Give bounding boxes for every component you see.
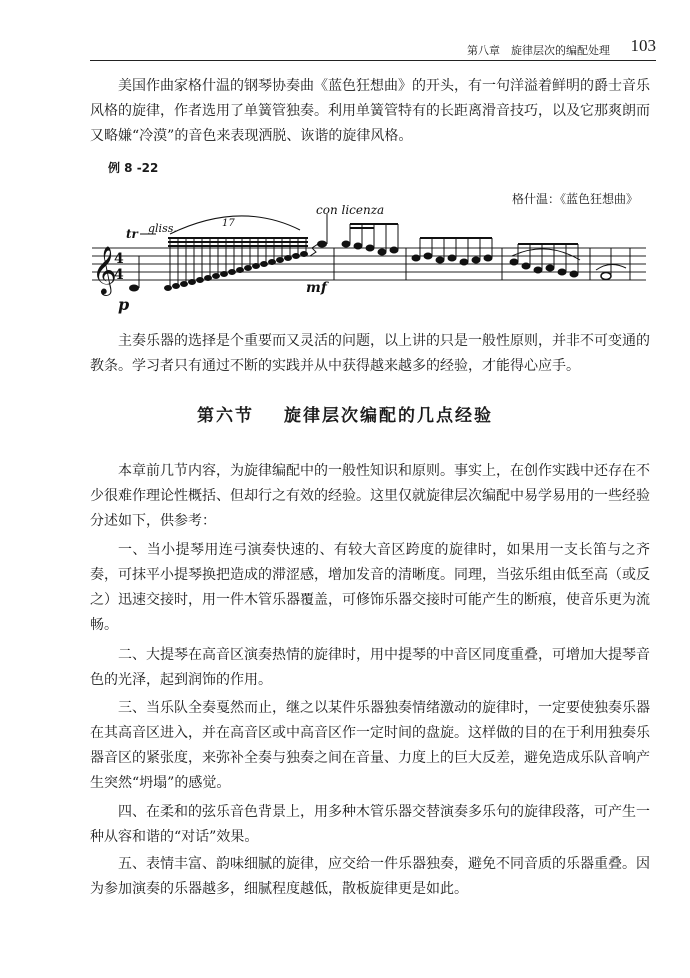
tuplet-number: 17 (222, 218, 235, 229)
measure-2-notes (342, 224, 398, 255)
running-header (90, 36, 656, 61)
gliss-mark: gliss. (148, 222, 177, 235)
glissando-line (310, 244, 318, 256)
measure-3-notes (412, 238, 492, 265)
body-paragraph-1: 本章前几节内容，为旋律编配中的一般性知识和原则。事实上，在创作实践中还存在不少很难作理论性概括、但却行之有效的经验。这里仅就旋律层次编配中易学易用的一些经验分述如下，供参考： (90, 463, 650, 529)
after-example-paragraph: 主奏乐器的选择是个重要而又灵活的问题，以上讲的只是一般性原则，并非不可变通的教条。学习者只有通过不断的实践并从中获得越来越多的经验，才能得心应手。 (90, 333, 650, 374)
body-paragraph-2: 一、当小提琴用连弓演奏快速的、有较大音区跨度的旋律时，如果用一支长笛与之齐奏，可抹平小提琴换把造成的滞涩感，增加发音的清晰度。同理，当弦乐组由低至高（或反之）迅速交接时，用一件木管乐器覆盖，可修饰乐器交接时可能产生的断痕，使音乐更为流畅。 (90, 542, 650, 633)
con-licenza-mark: con licenza (316, 203, 385, 217)
section-number: 第六节 (197, 406, 255, 426)
score-attribution: 格什温：《蓝色狂想曲》 (511, 192, 638, 206)
body-paragraph-5: 四、在柔和的弦乐音色背景上，用多种木管乐器交替演奏多乐句的旋律段落，可产生一种从容和谐的“对话”效果。 (90, 804, 650, 845)
time-signature-top: 4 (114, 251, 124, 267)
intro-paragraph: 美国作曲家格什温的钢琴协奏曲《蓝色狂想曲》的开头，有一句洋溢着鲜明的爵士音乐风格的旋律，作者选用了单簧管独奏。利用单簧管特有的长距离滑音技巧，以及它那爽朗而又略嫌“冷漠”的音色来表现洒脱、诙谐的旋律风格。 (90, 78, 650, 144)
music-score (90, 200, 650, 320)
dynamic-mf: mf (306, 280, 327, 296)
section-title: 旋律层次编配的几点经验 (283, 406, 493, 426)
treble-clef-icon: 𝄞 (92, 245, 117, 294)
tuplet-slur (170, 216, 300, 234)
body-paragraph-6: 五、表情丰富、韵味细腻的旋律，应交给一件乐器独奏，避免不同音质的乐器重叠。因为参加演奏的乐器越多，细腻程度越低，散板旋律更是如此。 (90, 856, 650, 897)
section-heading (0, 401, 690, 426)
example-label: 例 8 -22 (108, 161, 159, 175)
trill-mark: tr (126, 227, 138, 241)
body-paragraph-4: 三、当乐队全奏戛然而止，继之以某件乐器独奏情绪激动的旋律时，一定要使独奏乐器在其高音区进入，并在高音区或中高音区作一定时间的盘旋。这样做的目的在于利用独奏乐器音区的紧张度，来弥补全奏与独奏之间在音量、力度上的巨大反差，避免造成乐队音响产生突然“坍塌”的感觉。 (90, 700, 650, 791)
body-paragraph-3: 二、大提琴在高音区演奏热情的旋律时，用中提琴的中音区同度重叠，可增加大提琴音色的光泽，起到润饰的作用。 (90, 647, 650, 688)
phrase-slur (512, 249, 580, 260)
dynamic-p: p (118, 295, 130, 314)
time-signature-bottom: 4 (114, 267, 124, 283)
running-title: 第八章 旋律层次的编配处理 (467, 44, 610, 57)
page-number: 103 (630, 36, 656, 55)
